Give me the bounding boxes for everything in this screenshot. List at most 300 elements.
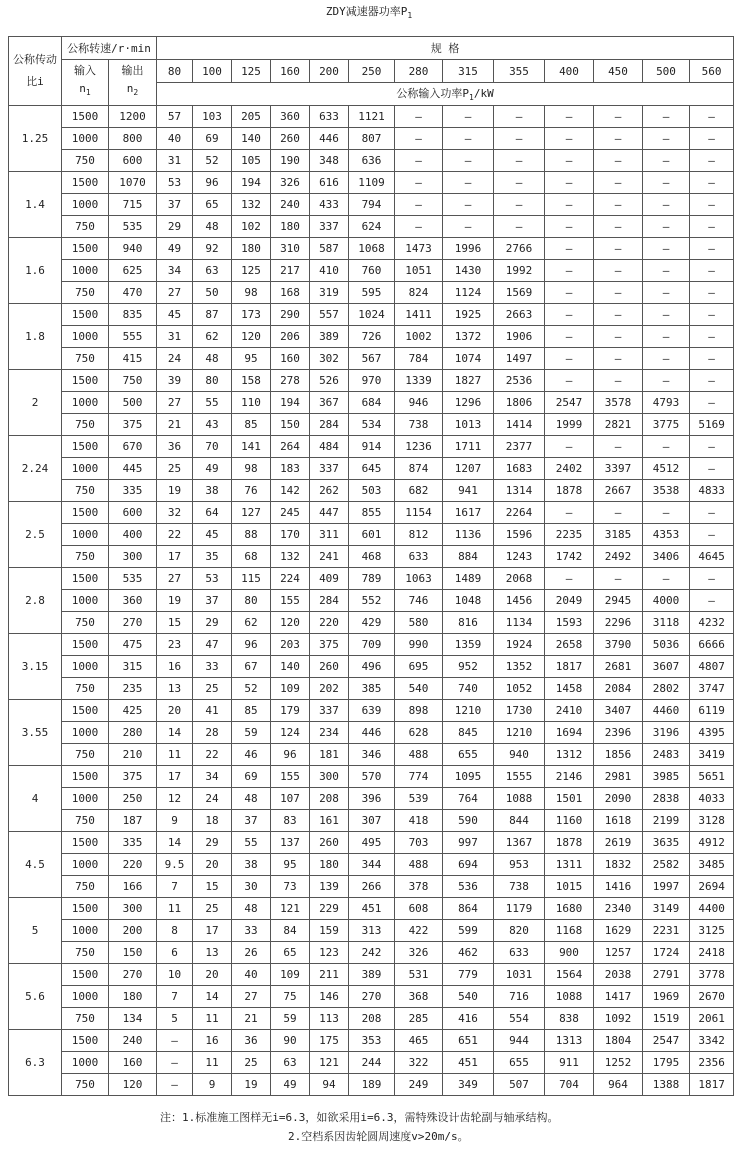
power-cell: 4395 xyxy=(690,722,734,744)
power-cell: 37 xyxy=(232,810,271,832)
power-cell: 25 xyxy=(193,678,232,700)
power-cell: 310 xyxy=(271,238,310,260)
power-cell: 52 xyxy=(193,150,232,172)
power-cell: — xyxy=(594,370,643,392)
input-speed-cell: 1500 xyxy=(62,832,109,854)
power-cell: — xyxy=(494,128,545,150)
power-cell: 5036 xyxy=(643,634,690,656)
power-cell: 451 xyxy=(349,898,395,920)
table-row xyxy=(9,810,734,832)
spec-header: 规 格 xyxy=(157,37,734,60)
power-cell: 554 xyxy=(494,1008,545,1030)
power-cell: — xyxy=(643,216,690,238)
power-cell: — xyxy=(690,370,734,392)
power-cell: 738 xyxy=(494,876,545,898)
power-cell: 9 xyxy=(157,810,193,832)
ratio-cell: 1.6 xyxy=(9,238,62,304)
power-cell: — xyxy=(643,348,690,370)
power-cell: 266 xyxy=(349,876,395,898)
power-cell: 4912 xyxy=(690,832,734,854)
power-cell: 552 xyxy=(349,590,395,612)
power-cell: 326 xyxy=(271,172,310,194)
output-speed-cell: 835 xyxy=(109,304,157,326)
power-cell: 1359 xyxy=(443,634,494,656)
power-cell: — xyxy=(545,194,594,216)
power-cell: 1969 xyxy=(643,986,690,1008)
power-cell: 1168 xyxy=(545,920,594,942)
power-cell: — xyxy=(690,392,734,414)
table-row xyxy=(9,348,734,370)
input-speed-cell: 1500 xyxy=(62,1030,109,1052)
input-speed-cell: 1000 xyxy=(62,920,109,942)
power-cell: 17 xyxy=(157,766,193,788)
power-cell: 5169 xyxy=(690,414,734,436)
power-cell: 4353 xyxy=(643,524,690,546)
power-cell: 557 xyxy=(310,304,349,326)
power-cell: 746 xyxy=(395,590,443,612)
power-cell: 46 xyxy=(232,744,271,766)
power-cell: 311 xyxy=(310,524,349,546)
ratio-cell: 2.5 xyxy=(9,502,62,568)
power-cell: 37 xyxy=(157,194,193,216)
power-cell: — xyxy=(643,260,690,282)
input-speed-cell: 750 xyxy=(62,744,109,766)
power-cell: — xyxy=(643,238,690,260)
output-speed-cell: 670 xyxy=(109,436,157,458)
power-cell: 590 xyxy=(443,810,494,832)
power-cell: 12 xyxy=(157,788,193,810)
power-cell: 24 xyxy=(193,788,232,810)
input-speed-cell: 1000 xyxy=(62,722,109,744)
table-row xyxy=(9,260,734,282)
power-cell: 29 xyxy=(193,612,232,634)
power-cell: 9 xyxy=(193,1074,232,1096)
power-cell: — xyxy=(545,436,594,458)
power-cell: 62 xyxy=(232,612,271,634)
power-cell: 2235 xyxy=(545,524,594,546)
input-speed-cell: 750 xyxy=(62,216,109,238)
table-row xyxy=(9,920,734,942)
input-speed-cell: 1500 xyxy=(62,766,109,788)
ratio-cell: 3.55 xyxy=(9,700,62,766)
power-cell: 1680 xyxy=(545,898,594,920)
power-cell: 31 xyxy=(157,326,193,348)
table-row xyxy=(9,392,734,414)
power-cell: 202 xyxy=(310,678,349,700)
power-cell: — xyxy=(690,502,734,524)
power-cell: 302 xyxy=(310,348,349,370)
power-cell: 3985 xyxy=(643,766,690,788)
power-cell: 34 xyxy=(193,766,232,788)
input-speed-cell: 1000 xyxy=(62,458,109,480)
power-cell: 1694 xyxy=(545,722,594,744)
power-cell: 534 xyxy=(349,414,395,436)
power-cell: 2340 xyxy=(594,898,643,920)
power-cell: 4000 xyxy=(643,590,690,612)
power-cell: 409 xyxy=(310,568,349,590)
power-cell: 616 xyxy=(310,172,349,194)
ratio-cell: 2 xyxy=(9,370,62,436)
power-cell: 41 xyxy=(193,700,232,722)
size-header: 560 xyxy=(690,60,734,83)
output-speed-cell: 535 xyxy=(109,216,157,238)
power-cell: 353 xyxy=(349,1030,395,1052)
table-row xyxy=(9,612,734,634)
power-cell: 109 xyxy=(271,964,310,986)
power-cell: 224 xyxy=(271,568,310,590)
power-cell: 189 xyxy=(349,1074,395,1096)
power-cell: — xyxy=(594,238,643,260)
ratio-cell: 2.24 xyxy=(9,436,62,502)
power-cell: — xyxy=(545,568,594,590)
power-cell: 1024 xyxy=(349,304,395,326)
power-cell: — xyxy=(690,128,734,150)
power-cell: 113 xyxy=(310,1008,349,1030)
power-cell: 120 xyxy=(232,326,271,348)
power-cell: 40 xyxy=(232,964,271,986)
power-cell: 346 xyxy=(349,744,395,766)
power-cell: 6 xyxy=(157,942,193,964)
power-cell: — xyxy=(395,172,443,194)
power-cell: 284 xyxy=(310,414,349,436)
power-cell: 290 xyxy=(271,304,310,326)
power-cell: 6666 xyxy=(690,634,734,656)
ratio-cell: 6.3 xyxy=(9,1030,62,1096)
power-cell: 3118 xyxy=(643,612,690,634)
power-cell: 49 xyxy=(193,458,232,480)
power-cell: 3196 xyxy=(643,722,690,744)
power-cell: 1063 xyxy=(395,568,443,590)
power-cell: 3397 xyxy=(594,458,643,480)
power-cell: — xyxy=(395,216,443,238)
power-cell: — xyxy=(643,370,690,392)
power-cell: 2049 xyxy=(545,590,594,612)
table-row xyxy=(9,370,734,392)
power-table xyxy=(8,36,734,1096)
power-cell: 85 xyxy=(232,414,271,436)
power-cell: 633 xyxy=(494,942,545,964)
power-cell: 142 xyxy=(271,480,310,502)
power-cell: 526 xyxy=(310,370,349,392)
power-cell: 95 xyxy=(232,348,271,370)
power-cell: 11 xyxy=(157,744,193,766)
power-cell: 540 xyxy=(395,678,443,700)
power-cell: 422 xyxy=(395,920,443,942)
power-cell: 624 xyxy=(349,216,395,238)
power-cell: 536 xyxy=(443,876,494,898)
power-cell: 206 xyxy=(271,326,310,348)
power-cell: — xyxy=(643,436,690,458)
power-cell: 990 xyxy=(395,634,443,656)
table-row xyxy=(9,766,734,788)
power-cell: 203 xyxy=(271,634,310,656)
power-cell: — xyxy=(643,150,690,172)
power-cell: 150 xyxy=(271,414,310,436)
power-cell: — xyxy=(443,172,494,194)
table-row xyxy=(9,436,734,458)
power-cell: 1179 xyxy=(494,898,545,920)
input-speed-cell: 1500 xyxy=(62,370,109,392)
power-cell: 1160 xyxy=(545,810,594,832)
power-cell: 651 xyxy=(443,1030,494,1052)
power-cell: 507 xyxy=(494,1074,545,1096)
power-cell: 55 xyxy=(193,392,232,414)
power-cell: 3775 xyxy=(643,414,690,436)
power-cell: 2410 xyxy=(545,700,594,722)
power-cell: 447 xyxy=(310,502,349,524)
output-speed-cell: 475 xyxy=(109,634,157,656)
input-speed-cell: 1000 xyxy=(62,524,109,546)
input-speed-cell: 1500 xyxy=(62,898,109,920)
power-cell: — xyxy=(545,150,594,172)
power-cell: 2038 xyxy=(594,964,643,986)
power-cell: 1906 xyxy=(494,326,545,348)
power-cell: 3747 xyxy=(690,678,734,700)
input-speed-cell: 1000 xyxy=(62,1052,109,1074)
table-row xyxy=(9,480,734,502)
ratio-cell: 3.15 xyxy=(9,634,62,700)
power-cell: 682 xyxy=(395,480,443,502)
power-cell: 738 xyxy=(395,414,443,436)
power-cell: 1683 xyxy=(494,458,545,480)
power-cell: 446 xyxy=(349,722,395,744)
power-cell: 2821 xyxy=(594,414,643,436)
input-speed-cell: 1000 xyxy=(62,128,109,150)
power-cell: — xyxy=(594,436,643,458)
output-speed-cell: 200 xyxy=(109,920,157,942)
power-cell: — xyxy=(594,502,643,524)
power-cell: 4645 xyxy=(690,546,734,568)
power-cell: 24 xyxy=(157,348,193,370)
power-cell: 64 xyxy=(193,502,232,524)
size-header: 80 xyxy=(157,60,193,83)
size-header: 450 xyxy=(594,60,643,83)
power-cell: 155 xyxy=(271,766,310,788)
output-speed-cell: 500 xyxy=(109,392,157,414)
power-cell: 1339 xyxy=(395,370,443,392)
power-cell: 389 xyxy=(349,964,395,986)
power-cell: 1878 xyxy=(545,480,594,502)
power-cell: 655 xyxy=(443,744,494,766)
size-header: 125 xyxy=(232,60,271,83)
table-row xyxy=(9,194,734,216)
power-cell: 1596 xyxy=(494,524,545,546)
power-cell: 704 xyxy=(545,1074,594,1096)
size-header: 100 xyxy=(193,60,232,83)
page-title: ZDY减速器功率$P_1$ xyxy=(325,5,413,21)
power-cell: 125 xyxy=(232,260,271,282)
power-cell: 1311 xyxy=(545,854,594,876)
power-cell: 2681 xyxy=(594,656,643,678)
power-cell: 1052 xyxy=(494,678,545,700)
power-cell: — xyxy=(643,282,690,304)
power-cell: 50 xyxy=(193,282,232,304)
power-cell: 175 xyxy=(310,1030,349,1052)
power-cell: 1092 xyxy=(594,1008,643,1030)
size-header: 500 xyxy=(643,60,690,83)
power-cell: — xyxy=(594,282,643,304)
power-cell: 608 xyxy=(395,898,443,920)
table-row xyxy=(9,898,734,920)
power-cell: 85 xyxy=(232,700,271,722)
power-cell: 241 xyxy=(310,546,349,568)
power-cell: 155 xyxy=(271,590,310,612)
power-cell: 3778 xyxy=(690,964,734,986)
power-cell: 1051 xyxy=(395,260,443,282)
power-cell: 260 xyxy=(310,832,349,854)
power-cell: 158 xyxy=(232,370,271,392)
power-cell: 183 xyxy=(271,458,310,480)
output-speed-cell: 160 xyxy=(109,1052,157,1074)
power-cell: 695 xyxy=(395,656,443,678)
power-cell: 368 xyxy=(395,986,443,1008)
power-cell: — xyxy=(545,304,594,326)
power-cell: 15 xyxy=(157,612,193,634)
power-cell: 337 xyxy=(310,216,349,238)
power-cell: — xyxy=(545,370,594,392)
power-cell: 864 xyxy=(443,898,494,920)
power-cell: 115 xyxy=(232,568,271,590)
table-row xyxy=(9,634,734,656)
power-cell: 139 xyxy=(310,876,349,898)
power-cell: 433 xyxy=(310,194,349,216)
table-row xyxy=(9,458,734,480)
input-speed-cell: 750 xyxy=(62,282,109,304)
power-cell: 2791 xyxy=(643,964,690,986)
power-cell: — xyxy=(690,524,734,546)
power-cell: 103 xyxy=(193,106,232,128)
power-cell: 655 xyxy=(494,1052,545,1074)
power-cell: 1236 xyxy=(395,436,443,458)
power-cell: 599 xyxy=(443,920,494,942)
input-speed-cell: 750 xyxy=(62,876,109,898)
power-cell: 451 xyxy=(443,1052,494,1074)
power-cell: 242 xyxy=(349,942,395,964)
ratio-cell: 4 xyxy=(9,766,62,832)
power-cell: 462 xyxy=(443,942,494,964)
input-speed-cell: 750 xyxy=(62,1074,109,1096)
power-cell: 997 xyxy=(443,832,494,854)
power-cell: — xyxy=(690,216,734,238)
table-row xyxy=(9,700,734,722)
power-cell: 48 xyxy=(232,898,271,920)
power-cell: 284 xyxy=(310,590,349,612)
power-cell: 57 xyxy=(157,106,193,128)
power-cell: 2547 xyxy=(545,392,594,414)
power-cell: 300 xyxy=(310,766,349,788)
power-cell: 1925 xyxy=(443,304,494,326)
power-cell: 1827 xyxy=(443,370,494,392)
power-cell: 944 xyxy=(494,1030,545,1052)
power-cell: 168 xyxy=(271,282,310,304)
power-cell: 2396 xyxy=(594,722,643,744)
power-cell: 844 xyxy=(494,810,545,832)
power-cell: 1795 xyxy=(643,1052,690,1074)
power-cell: 410 xyxy=(310,260,349,282)
power-cell: — xyxy=(545,128,594,150)
power-cell: 1430 xyxy=(443,260,494,282)
power-cell: — xyxy=(594,326,643,348)
power-cell: 348 xyxy=(310,150,349,172)
output-speed-cell: 166 xyxy=(109,876,157,898)
power-cell: 587 xyxy=(310,238,349,260)
table-row xyxy=(9,788,734,810)
power-cell: 180 xyxy=(271,216,310,238)
power-cell: 313 xyxy=(349,920,395,942)
power-cell: 211 xyxy=(310,964,349,986)
power-cell: 1313 xyxy=(545,1030,594,1052)
table-row xyxy=(9,964,734,986)
power-cell: — xyxy=(494,216,545,238)
power-cell: 146 xyxy=(310,986,349,1008)
speed-header: 公称转速/r·min xyxy=(62,37,157,60)
power-cell: 7 xyxy=(157,876,193,898)
input-speed-cell: 1000 xyxy=(62,590,109,612)
power-cell: 220 xyxy=(310,612,349,634)
size-header: 315 xyxy=(443,60,494,83)
power-cell: 1388 xyxy=(643,1074,690,1096)
output-speed-cell: 120 xyxy=(109,1074,157,1096)
power-cell: 75 xyxy=(271,986,310,1008)
power-cell: — xyxy=(690,326,734,348)
power-cell: 2068 xyxy=(494,568,545,590)
power-cell: 2945 xyxy=(594,590,643,612)
power-cell: — xyxy=(494,150,545,172)
power-cell: 234 xyxy=(310,722,349,744)
power-cell: 488 xyxy=(395,744,443,766)
power-cell: 567 xyxy=(349,348,395,370)
power-cell: 1555 xyxy=(494,766,545,788)
size-header: 355 xyxy=(494,60,545,83)
table-row xyxy=(9,502,734,524)
power-cell: — xyxy=(545,172,594,194)
power-cell: 3790 xyxy=(594,634,643,656)
power-cell: 11 xyxy=(157,898,193,920)
input-speed-cell: 1500 xyxy=(62,568,109,590)
power-cell: 503 xyxy=(349,480,395,502)
table-row xyxy=(9,1030,734,1052)
power-cell: 14 xyxy=(157,832,193,854)
power-cell: — xyxy=(690,304,734,326)
power-cell: 3149 xyxy=(643,898,690,920)
output-speed-header: 输出 $n_2$ xyxy=(109,60,157,106)
power-cell: 2981 xyxy=(594,766,643,788)
power-cell: 4400 xyxy=(690,898,734,920)
power-cell: 816 xyxy=(443,612,494,634)
power-cell: 31 xyxy=(157,150,193,172)
power-cell: 285 xyxy=(395,1008,443,1030)
power-cell: 65 xyxy=(193,194,232,216)
size-header: 250 xyxy=(349,60,395,83)
power-cell: 25 xyxy=(232,1052,271,1074)
power-cell: — xyxy=(395,106,443,128)
power-cell: 217 xyxy=(271,260,310,282)
power-cell: 789 xyxy=(349,568,395,590)
output-speed-cell: 750 xyxy=(109,370,157,392)
power-cell: 62 xyxy=(193,326,232,348)
power-cell: — xyxy=(545,216,594,238)
power-cell: 1618 xyxy=(594,810,643,832)
input-speed-cell: 750 xyxy=(62,348,109,370)
output-speed-cell: 134 xyxy=(109,1008,157,1030)
power-cell: 465 xyxy=(395,1030,443,1052)
input-speed-cell: 750 xyxy=(62,414,109,436)
power-cell: 1519 xyxy=(643,1008,690,1030)
power-cell: — xyxy=(157,1074,193,1096)
power-cell: — xyxy=(594,106,643,128)
power-cell: 349 xyxy=(443,1074,494,1096)
output-speed-cell: 600 xyxy=(109,502,157,524)
